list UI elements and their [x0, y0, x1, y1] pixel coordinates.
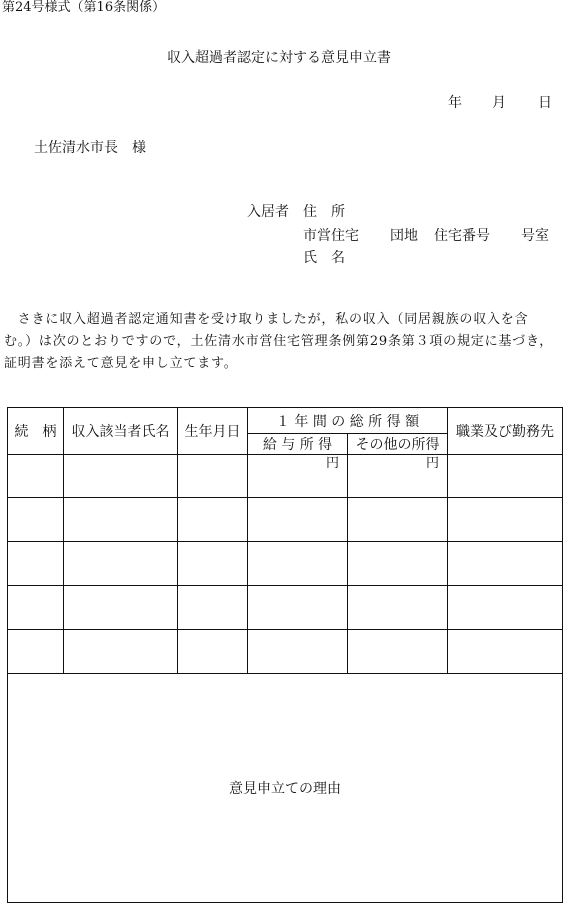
header-name: 収入該当者氏名	[64, 408, 178, 455]
addressee: 土佐清水市長 様	[34, 140, 146, 156]
table-row	[8, 542, 563, 586]
cell-birth[interactable]	[178, 455, 248, 498]
housing-room-label: 号室	[521, 228, 549, 244]
document-title: 収入超過者認定に対する意見申立書	[167, 50, 391, 66]
resident-label: 入居者	[247, 204, 289, 220]
cell-relation[interactable]	[8, 498, 64, 542]
cell-job[interactable]	[448, 586, 563, 630]
header-relation: 続 柄	[8, 408, 64, 455]
header-annual-income: １ 年 間 の 総 所 得 額	[248, 408, 448, 434]
housing-prefix: 市営住宅	[303, 228, 359, 244]
table-row	[8, 586, 563, 630]
cell-relation[interactable]	[8, 630, 64, 674]
cell-job[interactable]	[448, 542, 563, 586]
cell-salary[interactable]	[248, 586, 348, 630]
cell-birth[interactable]	[178, 630, 248, 674]
housing-number-label: 住宅番号	[434, 228, 490, 244]
cell-salary[interactable]	[248, 498, 348, 542]
name-label: 氏 名	[303, 250, 345, 266]
cell-other-income[interactable]	[348, 630, 448, 674]
income-table	[7, 407, 563, 903]
body-line-3: 証明書を添えて意見を申し立てます。	[4, 356, 238, 371]
table-header-row	[8, 408, 563, 434]
reason-cell[interactable]	[8, 674, 563, 903]
body-line-1: さきに収入超過者認定通知書を受け取りましたが，私の収入（同居親族の収入を含	[4, 312, 529, 327]
cell-name[interactable]	[64, 455, 178, 498]
housing-danchi: 団地	[390, 228, 418, 244]
header-salary: 給 与 所 得	[248, 434, 348, 455]
cell-other-income[interactable]	[348, 586, 448, 630]
cell-job[interactable]	[448, 455, 563, 498]
cell-relation[interactable]	[8, 586, 64, 630]
header-other-income: その他の所得	[348, 434, 448, 455]
header-birth: 生年月日	[178, 408, 248, 455]
cell-job[interactable]	[448, 630, 563, 674]
cell-name[interactable]	[64, 498, 178, 542]
cell-name[interactable]	[64, 586, 178, 630]
form-number: 第24号様式（第16条関係）	[2, 0, 166, 15]
date-day-label: 日	[538, 95, 552, 111]
header-job: 職業及び勤務先	[448, 408, 563, 455]
cell-relation[interactable]	[8, 455, 64, 498]
cell-name[interactable]	[64, 542, 178, 586]
cell-relation[interactable]	[8, 542, 64, 586]
cell-other-income[interactable]	[348, 455, 448, 498]
cell-salary[interactable]	[248, 630, 348, 674]
date-month-label: 月	[492, 95, 506, 111]
cell-birth[interactable]	[178, 586, 248, 630]
date-year-label: 年	[448, 95, 462, 111]
cell-name[interactable]	[64, 630, 178, 674]
address-label: 住 所	[303, 204, 345, 220]
table-row	[8, 630, 563, 674]
yen-unit: 円	[325, 456, 339, 471]
table-row	[8, 498, 563, 542]
reason-row	[8, 674, 563, 903]
cell-salary[interactable]	[248, 455, 348, 498]
body-line-2: む。）は次のとおりですので，土佐清水市営住宅管理条例第29条第３項の規定に基づき，	[4, 334, 554, 349]
reason-label: 意見申立ての理由	[229, 781, 341, 797]
table-row	[8, 455, 563, 498]
yen-unit: 円	[425, 456, 439, 471]
cell-other-income[interactable]	[348, 498, 448, 542]
cell-birth[interactable]	[178, 542, 248, 586]
cell-salary[interactable]	[248, 542, 348, 586]
cell-job[interactable]	[448, 498, 563, 542]
cell-other-income[interactable]	[348, 542, 448, 586]
cell-birth[interactable]	[178, 498, 248, 542]
